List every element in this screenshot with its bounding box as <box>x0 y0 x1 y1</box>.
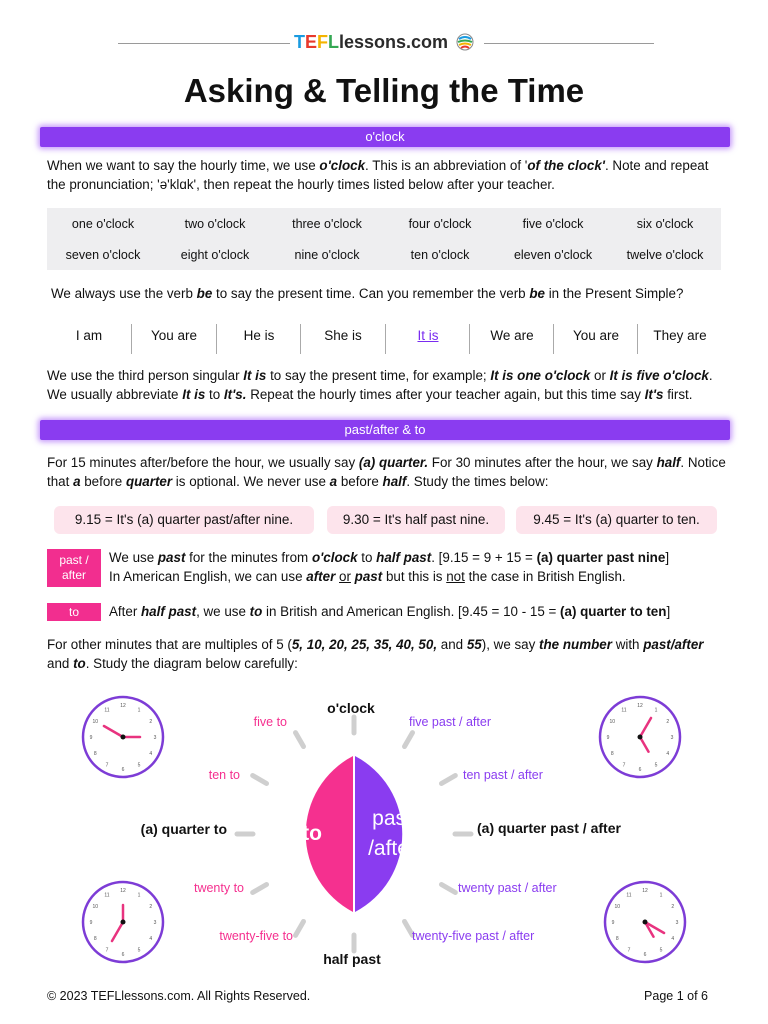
clock-numeral: 4 <box>149 751 153 757</box>
clock-numeral: 12 <box>120 888 126 894</box>
logo-letter-f: F <box>316 32 328 52</box>
clock-numeral: 8 <box>615 936 619 942</box>
hour-cell: ten o'clock <box>410 248 470 262</box>
example-half-past: 9.30 = It's half past nine. <box>327 506 505 534</box>
diagram-tick <box>296 733 304 747</box>
diagram-tick <box>441 885 455 893</box>
verb-be-text-2: to say the present time. Can you remember the verb <box>212 286 530 301</box>
tr-em: half past <box>141 604 197 619</box>
intro-text-1: When we want to say the hourly time, we use <box>47 158 320 173</box>
label-oclock: o'clock <box>327 700 375 716</box>
hours-grid <box>47 208 721 270</box>
tag-to: to <box>47 603 101 621</box>
clock-numeral: 7 <box>105 762 109 769</box>
diagram-ticks <box>237 717 471 951</box>
label-twenty-five-to: twenty-five to <box>219 929 293 943</box>
clock-numeral: 2 <box>149 904 153 910</box>
footer-copyright: © 2023 TEFLlessons.com. All Rights Reserved. <box>47 989 311 1003</box>
logo-letter-t: T <box>293 32 305 52</box>
pr-bold: (a) quarter past nine <box>536 550 666 565</box>
third-person-paragraph <box>47 366 727 404</box>
clock-hub <box>121 735 126 740</box>
clock-numeral: 9 <box>89 735 93 741</box>
intro-em-oclock: o'clock <box>319 158 366 173</box>
section-band-past-to: past/after & to <box>40 420 730 440</box>
pr-text: In American English, we can use <box>109 569 307 584</box>
pr-em: past <box>354 569 383 584</box>
clock-icon-five-to <box>83 697 163 777</box>
diagram-tick <box>441 776 455 784</box>
label-twenty-past: twenty past / after <box>458 881 557 895</box>
min-em: (a) quarter. <box>358 455 429 470</box>
tp-em: It is five o'clock <box>609 368 709 383</box>
mul-em: 55 <box>466 637 482 652</box>
clock-numeral: 12 <box>642 888 648 894</box>
clock-numeral: 6 <box>643 952 647 958</box>
intro-em-of-the-clock: of the clock' <box>527 158 605 173</box>
logo-letter-e: E <box>304 32 317 52</box>
clock-numeral: 2 <box>149 719 153 725</box>
mul-text: For other minutes that are multiples of 5 ( <box>47 637 292 652</box>
clock-numeral: 9 <box>611 920 615 926</box>
pr-text: We use <box>109 550 158 565</box>
tp-text: . We usually abbreviate <box>47 368 713 402</box>
tr-text: ] <box>666 604 671 619</box>
pr-em: after <box>306 569 336 584</box>
hour-cell: one o'clock <box>71 217 135 231</box>
logo-letter-l: L <box>327 32 339 52</box>
pronoun-cell-highlighted[interactable]: It is <box>417 328 439 343</box>
clock-numeral: 7 <box>105 947 109 954</box>
verb-be-paragraph <box>51 284 731 303</box>
clock-numeral: 11 <box>626 892 632 899</box>
diagram-tick <box>296 921 304 935</box>
min-text: is optional. We never use <box>172 474 330 489</box>
past-half-label-1: past <box>372 807 412 830</box>
clock-numeral: 1 <box>654 707 658 714</box>
hour-cell: eleven o'clock <box>513 248 593 262</box>
clock-numeral: 7 <box>627 947 631 954</box>
logo-text: lessons.com <box>338 32 449 52</box>
diagram-tick <box>405 733 413 747</box>
clock-icon-five-past <box>600 697 680 777</box>
clock-hub <box>643 920 648 925</box>
tag-past-after <box>47 549 101 587</box>
clock-numeral: 11 <box>621 707 627 714</box>
minutes-paragraph <box>47 453 727 491</box>
min-text: . Study the times below: <box>406 474 549 489</box>
section-band-oclock: o'clock <box>40 127 730 147</box>
past-rule-text <box>109 548 729 586</box>
clock-numeral: 10 <box>614 904 621 910</box>
label-quarter-to: (a) quarter to <box>140 821 227 837</box>
min-em: half <box>656 455 681 470</box>
pr-underline: or <box>339 569 351 584</box>
pr-em: half past <box>376 550 432 565</box>
past-rule-line1 <box>109 548 729 567</box>
clock-numeral: 11 <box>104 892 110 899</box>
mul-em: 5, 10, 20, 25, 35, 40, 50, <box>291 637 438 652</box>
pr-text: . [9.15 = 9 + 15 = <box>431 550 537 565</box>
clock-icon-twenty-five-to <box>83 882 163 962</box>
clock-numeral: 12 <box>120 703 126 709</box>
clock-numeral: 10 <box>92 904 99 910</box>
tag-past-line2: after <box>61 568 86 582</box>
intro-text-3: . Note and repeat the pronunciation; 'ə'klɑk', then repeat the hourly times listed below after your teacher. <box>47 158 709 192</box>
tr-text: After <box>109 604 141 619</box>
clock-numeral: 4 <box>666 751 670 757</box>
tp-em: It's <box>644 387 664 402</box>
clock-numeral: 5 <box>137 762 141 769</box>
verb-be-em-1: be <box>196 286 213 301</box>
pr-text: but this is <box>382 569 447 584</box>
tr-bold: (a) quarter to ten <box>560 604 667 619</box>
clock-numeral: 1 <box>137 707 141 714</box>
time-diagram <box>0 680 768 980</box>
pr-text: to <box>357 550 377 565</box>
min-text: . Notice that <box>47 455 726 489</box>
pronoun-cell: You are <box>572 328 620 343</box>
clock-numeral: 3 <box>675 920 679 926</box>
min-text: For 30 minutes after the hour, we say <box>428 455 657 470</box>
clock-numeral: 2 <box>666 719 670 725</box>
site-logo[interactable] <box>0 32 768 53</box>
pr-text: for the minutes from <box>185 550 312 565</box>
label-twenty-to: twenty to <box>193 881 244 895</box>
clock-numeral: 3 <box>153 735 157 741</box>
clock-numeral: 5 <box>654 762 658 769</box>
min-text: before <box>337 474 383 489</box>
clock-numeral: 8 <box>610 751 614 757</box>
clock-numeral: 11 <box>104 707 110 714</box>
pronoun-cell: They are <box>653 328 707 343</box>
hour-cell: five o'clock <box>522 217 584 231</box>
clock-numeral: 3 <box>670 735 674 741</box>
tp-em: It is <box>182 387 206 402</box>
pronoun-cell: We are <box>490 328 534 343</box>
verb-be-text-1: We always use the verb <box>51 286 197 301</box>
clock-numeral: 1 <box>659 892 663 899</box>
hour-cell: four o'clock <box>408 217 472 231</box>
tp-text: Repeat the hourly times after your teacher again, but this time say <box>246 387 645 402</box>
example-quarter-to: 9.45 = It's (a) quarter to ten. <box>516 506 717 534</box>
diagram-tick <box>253 885 267 893</box>
clock-numeral: 9 <box>606 735 610 741</box>
globe-icon <box>456 33 474 51</box>
clock-numeral: 12 <box>637 703 643 709</box>
hour-cell: six o'clock <box>636 217 694 231</box>
min-em: half <box>382 474 407 489</box>
min-text: before <box>80 474 126 489</box>
clock-numeral: 1 <box>137 892 141 899</box>
min-em: a <box>73 474 81 489</box>
past-half-label-2: /after <box>368 837 416 860</box>
mul-text: ), we say <box>481 637 540 652</box>
page-title: Asking & Telling the Time <box>183 72 585 109</box>
mul-text: with <box>611 637 644 652</box>
clock-icon-twenty-past <box>605 882 685 962</box>
mul-em: to <box>73 656 86 671</box>
hour-cell: three o'clock <box>292 217 362 231</box>
intro-paragraph <box>47 156 727 194</box>
footer-page-number: Page 1 of 6 <box>644 989 708 1003</box>
hour-cell: twelve o'clock <box>626 248 704 262</box>
tp-text: We use the third person singular <box>47 368 244 383</box>
to-half-label: to <box>302 822 322 845</box>
past-half-circle <box>355 756 402 912</box>
mul-em: the number <box>539 637 612 652</box>
pr-underline: not <box>446 569 465 584</box>
tp-em: It is one o'clock <box>490 368 591 383</box>
pr-em: o'clock <box>311 550 358 565</box>
label-ten-to: ten to <box>208 768 240 782</box>
pr-text: the case in British English. <box>464 569 626 584</box>
tr-text: in British and American English. [9.45 = 10 - 15 = <box>262 604 561 619</box>
label-five-past: five past / after <box>409 715 491 729</box>
tr-text: , we use <box>196 604 250 619</box>
clock-numeral: 5 <box>659 947 663 954</box>
past-rule-line2 <box>109 567 729 586</box>
to-rule-text <box>109 602 729 621</box>
pronoun-cell: I am <box>75 328 103 343</box>
hour-cell: seven o'clock <box>65 248 141 262</box>
tp-text: or <box>590 368 610 383</box>
mul-em: past/after <box>643 637 704 652</box>
clock-numeral: 9 <box>89 920 93 926</box>
label-five-to: five to <box>253 715 287 729</box>
pr-em: past <box>157 550 186 565</box>
clock-numeral: 4 <box>149 936 153 942</box>
clock-numeral: 6 <box>121 952 125 958</box>
clock-numeral: 6 <box>121 767 125 773</box>
verb-be-em-2: be <box>529 286 545 301</box>
clock-numeral: 3 <box>153 920 157 926</box>
clock-hub <box>638 735 643 740</box>
min-em: quarter <box>125 474 173 489</box>
clock-numeral: 8 <box>93 936 97 942</box>
tp-em: It is <box>243 368 267 383</box>
example-quarter-past: 9.15 = It's (a) quarter past/after nine. <box>54 506 314 534</box>
mul-text: . Study the diagram below carefully: <box>85 656 298 671</box>
clock-numeral: 4 <box>671 936 675 942</box>
pronoun-cell: You are <box>150 328 198 343</box>
pr-text: ] <box>665 550 670 565</box>
label-ten-past: ten past / after <box>463 768 543 782</box>
tp-text: first. <box>663 387 693 402</box>
clock-numeral: 5 <box>137 947 141 954</box>
tag-past-line1: past / <box>59 553 89 567</box>
label-twenty-five-past: twenty-five past / after <box>412 929 535 943</box>
verb-be-text-3: in the Present Simple? <box>544 286 684 301</box>
mul-text: and <box>47 656 74 671</box>
min-em: a <box>329 474 338 489</box>
min-text: For 15 minutes after/before the hour, we usually say <box>47 455 359 470</box>
clock-numeral: 10 <box>609 719 616 725</box>
multiples-paragraph <box>47 635 727 673</box>
clock-numeral: 8 <box>93 751 97 757</box>
hour-cell: eight o'clock <box>180 248 250 262</box>
tp-text: to say the present time, for example; <box>266 368 491 383</box>
tp-em: It's. <box>223 387 247 402</box>
mul-text: and <box>437 637 467 652</box>
clock-hub <box>121 920 126 925</box>
intro-text-2: . This is an abbreviation of ' <box>365 158 528 173</box>
hour-cell: two o'clock <box>184 217 246 231</box>
clock-numeral: 2 <box>671 904 675 910</box>
clock-numeral: 6 <box>638 767 642 773</box>
tr-em: to <box>249 604 263 619</box>
diagram-tick <box>253 776 267 784</box>
label-quarter-past: (a) quarter past / after <box>477 820 621 836</box>
label-half-past: half past <box>323 951 381 967</box>
clock-numeral: 7 <box>622 762 626 769</box>
pronoun-cell: He is <box>243 328 275 343</box>
clock-numeral: 10 <box>92 719 99 725</box>
pronoun-cell: She is <box>324 328 362 343</box>
tp-text: to <box>205 387 224 402</box>
hour-cell: nine o'clock <box>294 248 360 262</box>
